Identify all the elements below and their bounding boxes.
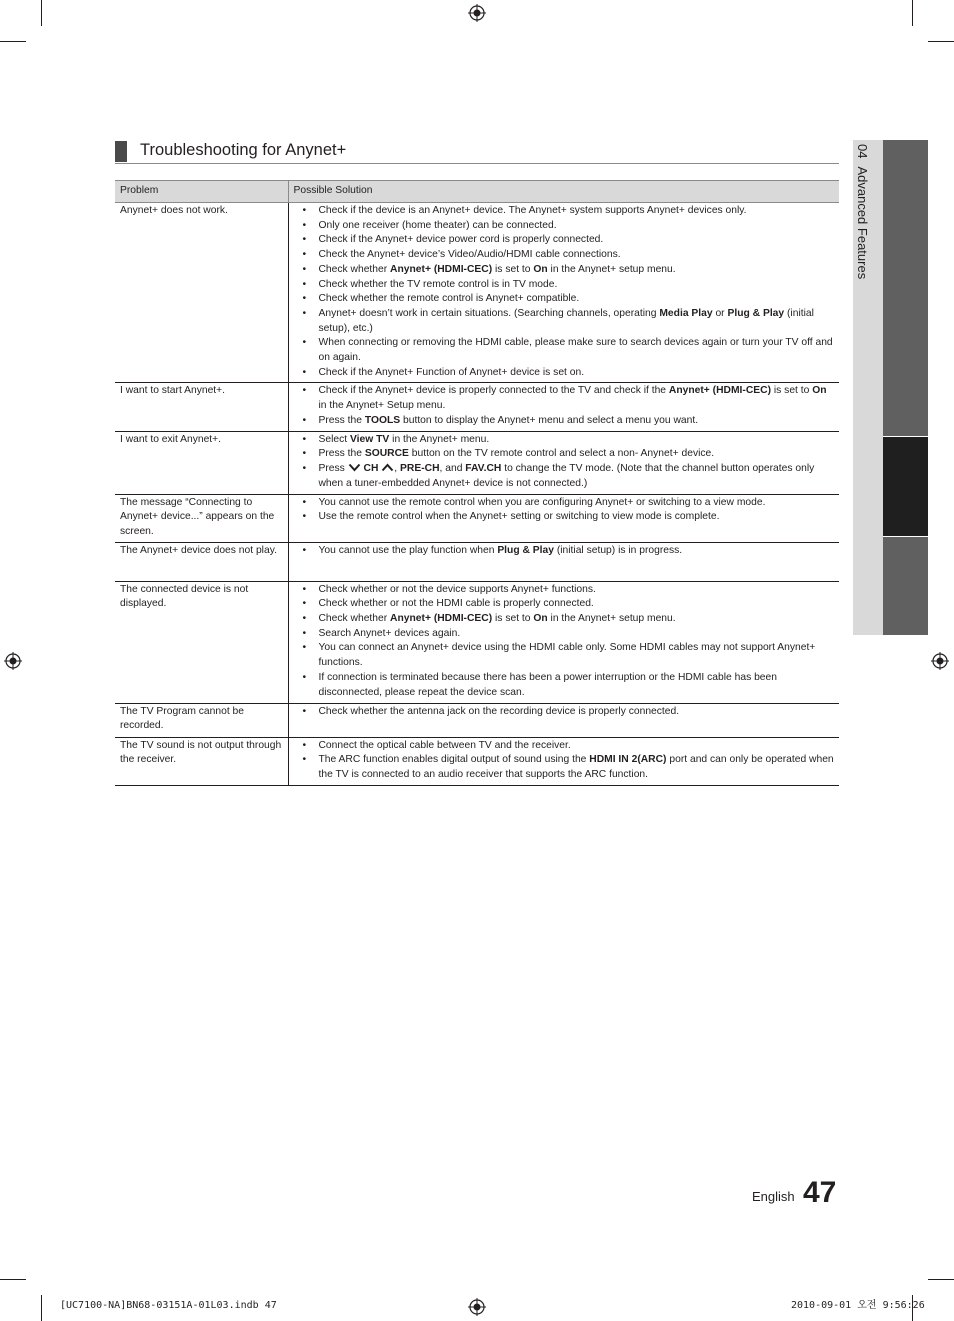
solution-item xyxy=(294,384,835,413)
solution-text: When connecting or removing the HDMI cable, please make sure to search devices again or turn your TV off and on again. xyxy=(318,337,833,364)
solution-text: to change the TV mode. (Note that the channel button operates only when a tuner-embedded Anynet+ device is not connected.) xyxy=(318,462,815,489)
solution-text: Check whether xyxy=(318,263,391,275)
table-row xyxy=(115,737,839,785)
solution-text: Select xyxy=(318,433,350,445)
header-solution: Possible Solution xyxy=(288,181,839,203)
chapter-tab-divider xyxy=(883,536,928,537)
problem-cell: The message “Connecting to Anynet+ device...” appears on the screen. xyxy=(115,494,288,542)
print-slug-date: 2010-09-01 오전 9:56:26 xyxy=(791,1300,925,1311)
solution-text: You cannot use the play function when xyxy=(318,544,498,556)
problem-cell: The connected device is not displayed. xyxy=(115,581,288,703)
solution-text: button to display the Anynet+ menu and select a menu you want. xyxy=(400,414,699,426)
solution-cell xyxy=(288,542,839,581)
solution-list xyxy=(294,705,835,720)
solution-emphasis: FAV.CH xyxy=(465,462,502,474)
chapter-tab-active xyxy=(883,437,928,536)
solution-cell xyxy=(288,703,839,737)
troubleshooting-table xyxy=(115,180,839,786)
solution-text: Connect the optical cable between TV and the receiver. xyxy=(318,739,571,751)
solution-item xyxy=(294,739,835,754)
problem-cell: Anynet+ does not work. xyxy=(115,203,288,383)
problem-cell: I want to exit Anynet+. xyxy=(115,431,288,494)
footer-language: English xyxy=(752,1189,795,1204)
solution-item xyxy=(294,447,835,462)
solution-item xyxy=(294,278,835,293)
solution-text: Check if the device is an Anynet+ device. The Anynet+ system supports Anynet+ devices only. xyxy=(318,205,747,216)
solution-emphasis: Plug & Play xyxy=(727,307,785,319)
solution-list xyxy=(294,544,835,559)
solution-list xyxy=(294,204,835,380)
solution-text: or xyxy=(712,307,728,319)
solution-emphasis: Anynet+ (HDMI-CEC) xyxy=(668,385,772,397)
solution-text: (initial setup) is in progress. xyxy=(553,544,683,556)
chapter-title: Advanced Features xyxy=(855,166,870,280)
solution-emphasis: On xyxy=(533,263,548,275)
solution-text: Check whether the TV remote control is in TV mode. xyxy=(318,278,558,290)
solution-text: , and xyxy=(439,462,466,474)
solution-cell xyxy=(288,494,839,542)
solution-emphasis: PRE-CH xyxy=(400,462,440,474)
solution-text: Only one receiver (home theater) can be connected. xyxy=(318,219,557,231)
section-marker xyxy=(115,141,127,162)
solution-emphasis: Anynet+ (HDMI-CEC) xyxy=(390,613,493,625)
solution-item xyxy=(294,641,835,670)
solution-item xyxy=(294,336,835,365)
solution-text: in the Anynet+ setup menu. xyxy=(547,263,676,275)
table-row xyxy=(115,203,839,383)
solution-text: Press the xyxy=(318,448,365,460)
problem-cell: The TV Program cannot be recorded. xyxy=(115,703,288,737)
registration-mark-icon xyxy=(468,1298,486,1316)
table-row xyxy=(115,581,839,703)
page-number: 47 xyxy=(803,1176,837,1209)
solution-text: You cannot use the remote control when you are configuring Anynet+ or switching to a view mode. xyxy=(318,496,766,508)
table-row xyxy=(115,703,839,737)
solution-item xyxy=(294,583,835,598)
solution-text: Check whether or not the HDMI cable is properly connected. xyxy=(318,598,594,610)
crop-mark xyxy=(928,41,954,42)
solution-text: port and can only be operated when the TV is connected to an audio receiver that supports the ARC function. xyxy=(318,754,834,781)
solution-text: Check whether xyxy=(318,613,391,625)
solution-text: in the Anynet+ menu. xyxy=(389,433,490,445)
table-body xyxy=(115,203,839,786)
solution-text: You can connect an Anynet+ device using the HDMI cable only. Some HDMI cables may not support Anynet+ functions. xyxy=(318,642,816,669)
solution-item xyxy=(294,307,835,336)
solution-emphasis: View TV xyxy=(349,433,390,445)
crop-mark xyxy=(0,41,26,42)
solution-text: button on the TV remote control and select a non- Anynet+ device. xyxy=(408,448,715,460)
crop-mark xyxy=(41,0,42,26)
solution-text: (initial setup), etc.) xyxy=(318,307,814,334)
solution-list xyxy=(294,384,835,428)
solution-cell xyxy=(288,737,839,785)
solution-text: Anynet+ doesn’t work in certain situations. (Searching channels, operating xyxy=(318,307,660,319)
header-problem: Problem xyxy=(115,181,288,203)
solution-list xyxy=(294,739,835,783)
solution-item xyxy=(294,671,835,700)
table-header-row xyxy=(115,181,839,203)
solution-list xyxy=(294,583,835,701)
chevron-up-icon xyxy=(381,463,394,472)
solution-text: If connection is terminated because there has been a power interruption or the HDMI cable has been disconnected, please repeat the device scan. xyxy=(318,671,777,698)
registration-mark-icon xyxy=(931,652,949,670)
solution-emphasis: Plug & Play xyxy=(497,544,554,556)
solution-item xyxy=(294,496,835,511)
solution-text: Check if the Anynet+ device is properly connected to the TV and check if the xyxy=(318,385,669,397)
solution-text: Check whether the antenna jack on the recording device is properly connected. xyxy=(318,705,680,717)
solution-emphasis: SOURCE xyxy=(364,448,409,460)
crop-mark xyxy=(928,1279,954,1280)
problem-cell: The TV sound is not output through the receiver. xyxy=(115,737,288,785)
problem-cell: The Anynet+ device does not play. xyxy=(115,542,288,581)
section-title: Troubleshooting for Anynet+ xyxy=(140,141,347,159)
solution-item xyxy=(294,219,835,234)
solution-item xyxy=(294,510,835,525)
table-row xyxy=(115,431,839,494)
solution-text: is set to xyxy=(492,613,534,625)
solution-emphasis: TOOLS xyxy=(364,414,401,426)
solution-emphasis: Anynet+ (HDMI-CEC) xyxy=(390,263,493,275)
problem-cell: I want to start Anynet+. xyxy=(115,383,288,431)
solution-item xyxy=(294,433,835,448)
solution-item xyxy=(294,612,835,627)
solution-item xyxy=(294,292,835,307)
solution-text: Check whether or not the device supports Anynet+ functions. xyxy=(318,583,596,595)
solution-item xyxy=(294,753,835,782)
solution-list xyxy=(294,433,835,492)
table-row xyxy=(115,542,839,581)
solution-text: Press xyxy=(318,462,348,474)
solution-text: Check the Anynet+ device’s Video/Audio/HDMI cable connections. xyxy=(318,249,621,261)
solution-emphasis: Media Play xyxy=(659,307,713,319)
chapter-number: 04 xyxy=(855,144,870,159)
registration-mark-icon xyxy=(468,4,486,22)
print-slug-file: [UC7100-NA]BN68-03151A-01L03.indb 47 xyxy=(60,1300,277,1311)
solution-text: , xyxy=(394,462,401,474)
solution-list xyxy=(294,496,835,525)
solution-item xyxy=(294,544,835,559)
section-heading xyxy=(115,139,839,164)
solution-text: Check if the Anynet+ Function of Anynet+ device is set on. xyxy=(318,366,585,378)
solution-item xyxy=(294,597,835,612)
solution-text: in the Anynet+ Setup menu. xyxy=(318,400,446,412)
solution-text: is set to xyxy=(771,385,813,397)
solution-text: Press the xyxy=(318,414,365,426)
solution-text: Search Anynet+ devices again. xyxy=(318,627,461,639)
chapter-label xyxy=(855,144,869,279)
solution-cell xyxy=(288,203,839,383)
solution-item xyxy=(294,366,835,381)
chapter-tab-strip xyxy=(883,140,928,635)
table-row xyxy=(115,383,839,431)
solution-item xyxy=(294,263,835,278)
solution-text: Check whether the remote control is Anynet+ compatible. xyxy=(318,293,580,305)
solution-item xyxy=(294,705,835,720)
solution-text: The ARC function enables digital output of sound using the xyxy=(318,754,590,766)
solution-text: Check if the Anynet+ device power cord is properly connected. xyxy=(318,234,604,246)
solution-item xyxy=(294,204,835,219)
solution-cell xyxy=(288,431,839,494)
crop-mark xyxy=(41,1295,42,1321)
solution-text: Use the remote control when the Anynet+ setting or switching to view mode is complete. xyxy=(318,511,720,523)
solution-item xyxy=(294,248,835,263)
solution-item xyxy=(294,414,835,429)
solution-emphasis: On xyxy=(533,613,548,625)
solution-text: in the Anynet+ setup menu. xyxy=(547,613,676,625)
chapter-tab-divider xyxy=(883,436,928,437)
solution-item xyxy=(294,627,835,642)
solution-emphasis: HDMI IN 2(ARC) xyxy=(589,754,667,766)
solution-item xyxy=(294,233,835,248)
chevron-down-icon xyxy=(348,463,361,472)
crop-mark xyxy=(0,1279,26,1280)
solution-emphasis: CH xyxy=(360,462,382,474)
solution-emphasis: On xyxy=(812,385,827,397)
solution-item xyxy=(294,462,835,491)
table-row xyxy=(115,494,839,542)
solution-text: is set to xyxy=(492,263,534,275)
solution-cell xyxy=(288,383,839,431)
solution-cell xyxy=(288,581,839,703)
registration-mark-icon xyxy=(4,652,22,670)
crop-mark xyxy=(912,0,913,26)
